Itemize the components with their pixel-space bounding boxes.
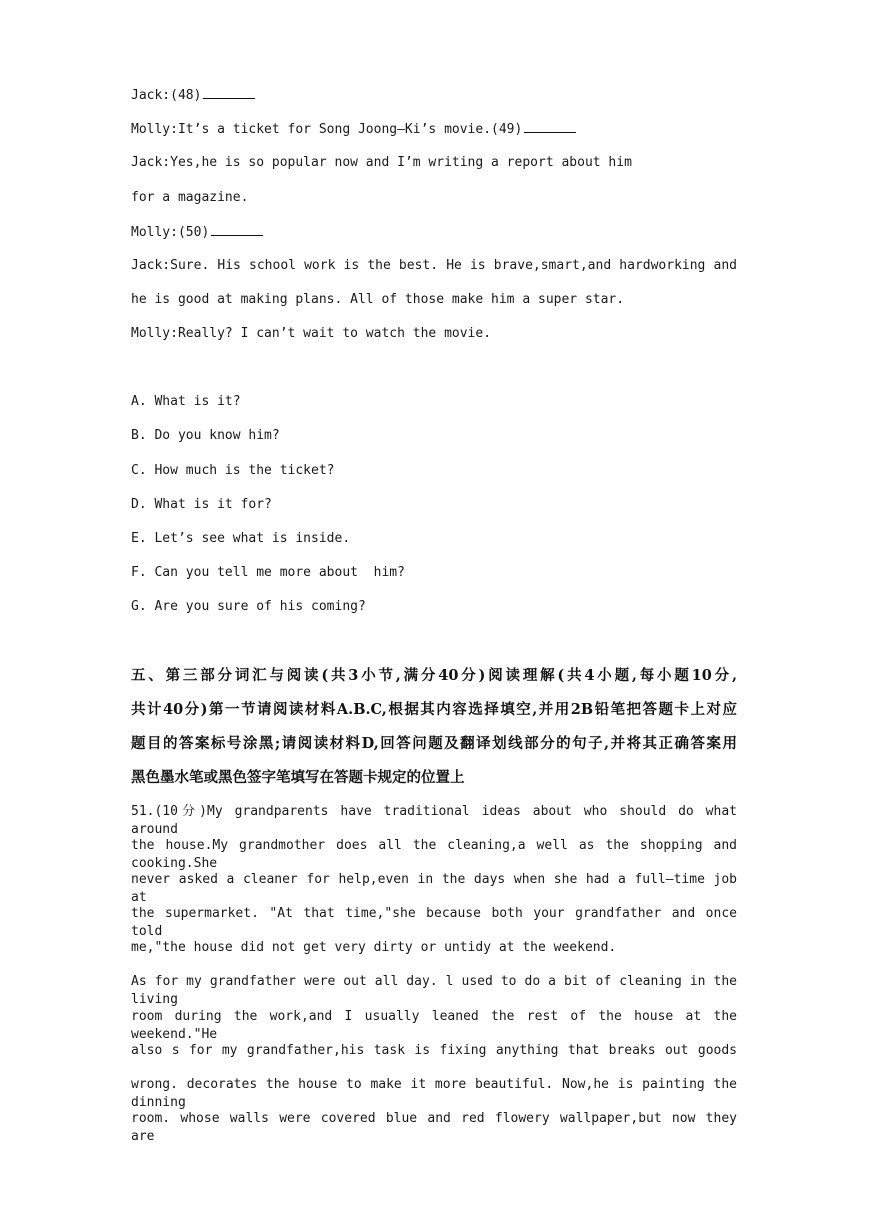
dialogue-line-49: Molly:It’s a ticket for Song Joong–Ki’s movie.(49) [131,120,576,139]
dialogue-line: Jack:Yes,he is so popular now and I’m writing a report about him [131,155,632,170]
option-e: E. Let’s see what is inside. [131,531,351,546]
option-d: D. What is it for? [131,497,272,512]
answer-blank-48[interactable] [203,86,255,99]
passage-line: wrong. decorates the house to make it more beautiful. Now,he is painting the dinning [131,1077,737,1110]
option-g: G. Are you sure of his coming? [131,599,366,614]
passage-line: room. whose walls were covered blue and red flowery wallpaper,but now they are [131,1111,737,1144]
option-a: A. What is it? [131,394,241,409]
dialogue-line: Jack:Sure. His school work is the best. He is brave,smart,and hardworking and [131,258,737,273]
passage-line: the supermarket. "At that time,"she because both your grandfather and once told [131,906,737,939]
passage-line: 51.(10分)My grandparents have traditional ideas about who should do what around [131,804,737,837]
passage-line: me,"the house did not get very dirty or untidy at the weekend. [131,940,617,955]
option-f: F. Can you tell me more about him? [131,565,405,580]
section-heading-line: 题目的答案标号涂黑;请阅读材料D,回答问题及翻译划线部分的句子,并将其正确答案用 [131,735,737,752]
passage-line: room during the work,and I usually leaned the rest of the house at the weekend."He [131,1009,737,1042]
answer-blank-50[interactable] [211,223,263,236]
passage-line: also s for my grandfather,his task is fixing anything that breaks out goods [131,1043,737,1058]
dialogue-line: for a magazine. [131,190,249,205]
answer-blank-49[interactable] [524,120,576,133]
section-heading-line: 黑色墨水笔或黑色签字笔填写在答题卡规定的位置上 [131,769,465,786]
dialogue-line: Molly:Really? I can’t wait to watch the movie. [131,326,492,341]
option-c: C. How much is the ticket? [131,463,335,478]
dialogue-line-48: Jack:(48) [131,86,255,105]
section-heading-line: 共计40分)第一节请阅读材料A.B.C,根据其内容选择填空,并用2B铅笔把答题卡上对应 [131,701,737,718]
passage-line: never asked a cleaner for help,even in the days when she had a full–time job at [131,872,737,905]
dialogue-line: he is good at making plans. All of those make him a super star. [131,292,625,307]
dialogue-line-50: Molly:(50) [131,223,263,242]
option-b: B. Do you know him? [131,428,280,443]
passage-line: the house.My grandmother does all the cleaning,a well as the shopping and cooking.She [131,838,737,871]
section-heading-line: 五、第三部分词汇与阅读(共3小节,满分40分)阅读理解(共4小题,每小题10分, [131,667,737,684]
passage-line: As for my grandfather were out all day. l used to do a bit of cleaning in the living [131,974,737,1007]
